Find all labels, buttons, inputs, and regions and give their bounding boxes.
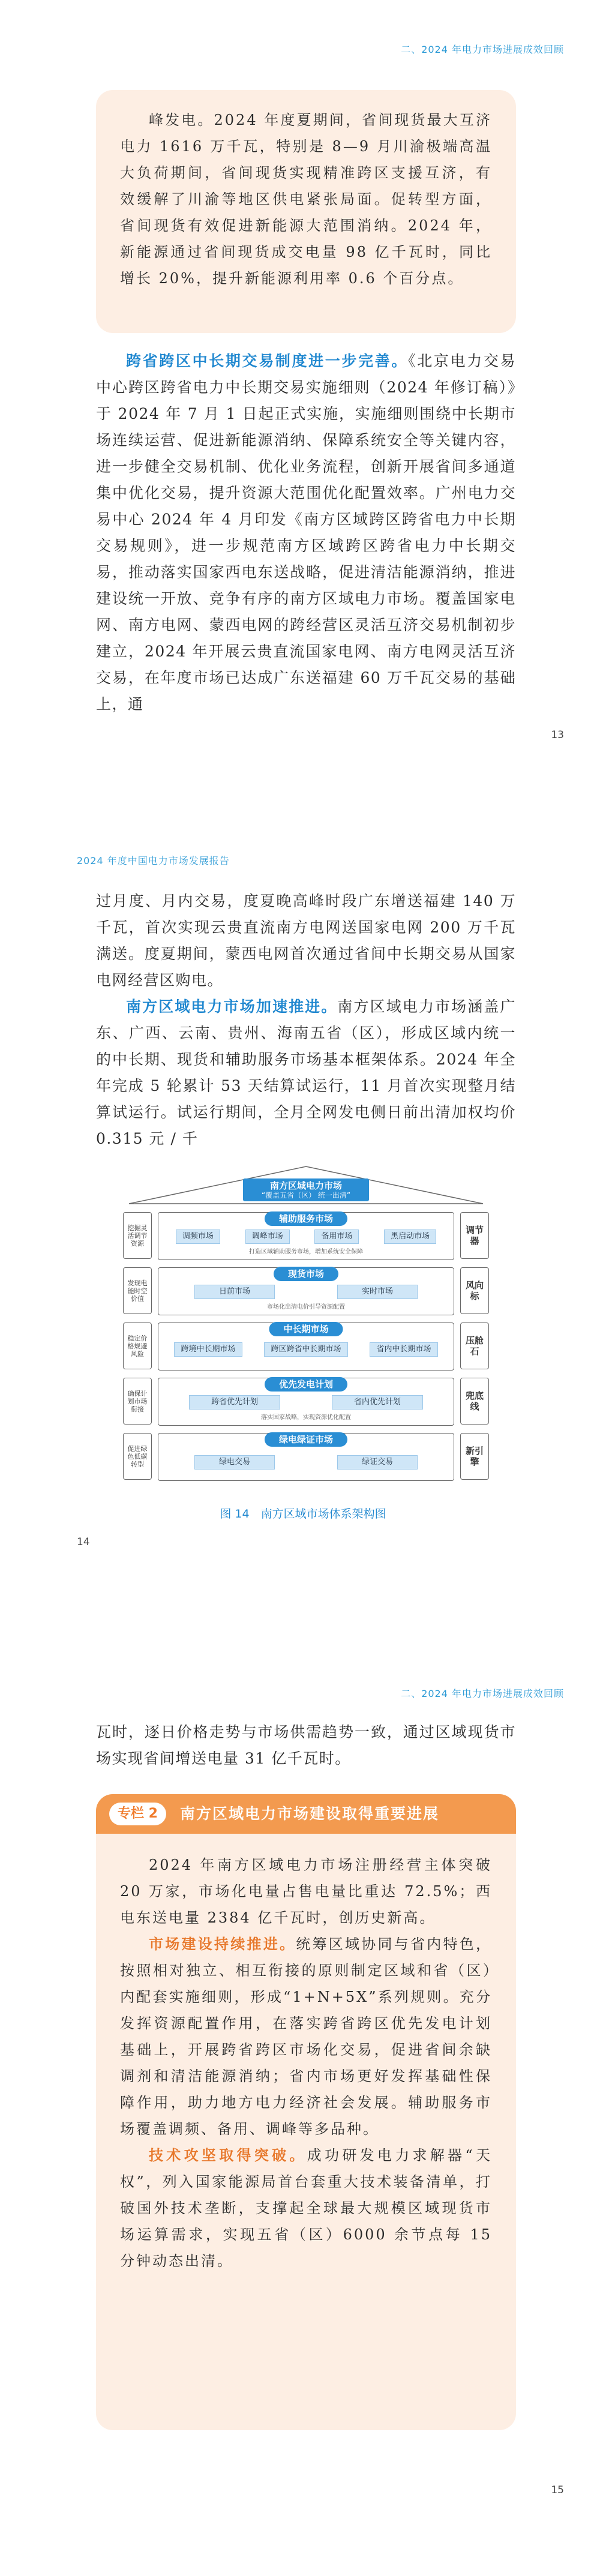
- row-right-label: 压舱石: [460, 1323, 489, 1369]
- box-paragraph: [120, 1931, 492, 2142]
- row-title: 优先发电计划: [265, 1377, 347, 1392]
- market-chip: 绿电交易: [194, 1455, 275, 1470]
- paragraph-heading: 市场建设持续推进。: [149, 1935, 296, 1953]
- market-chip: 跨境中长期市场: [174, 1342, 242, 1357]
- row-left-label: 挖掘灵活调节资源: [123, 1212, 152, 1259]
- body-text: [96, 348, 516, 718]
- body-text: [96, 888, 516, 1152]
- row-title: 绿电绿证市场: [265, 1432, 347, 1447]
- market-chip: 调峰市场: [245, 1229, 290, 1244]
- running-header: 二、2024 年电力市场进展成效回顾: [401, 44, 564, 55]
- row-note: 落实国家战略，实现资源优化配置: [261, 1414, 351, 1421]
- box-header: [96, 1794, 516, 1834]
- market-chip: 实时市场: [337, 1285, 418, 1299]
- running-header: 2024 年度中国电力市场发展报告: [77, 855, 230, 866]
- row-title: 中长期市场: [269, 1322, 343, 1336]
- box-paragraph: 峰发电。2024 年度夏期间，省间现货最大互济电力 1616 万千瓦，特别是 8—9 月川渝极端高温大负荷期间，省间现货实现精准跨区支援互济，有效缓解了川渝等地区供电紧张局面。促转型方面，省间现货有效促进新能源大范围消纳。2024 年，新能源通过省间现货成交电量 98 亿千瓦时，同比增长 20%，提升新能源利用率 0.6 个百分点。: [120, 112, 492, 287]
- roof-subtitle: “覆盖五省（区） 统一出清”: [261, 1191, 351, 1199]
- market-chip: 调频市场: [176, 1229, 220, 1244]
- market-chip: 跨省优先计划: [189, 1395, 280, 1410]
- row-body: [158, 1267, 454, 1315]
- row-note: 市场化出清电价引导资源配置: [267, 1304, 345, 1311]
- box-tag: 专栏 2: [109, 1803, 166, 1825]
- body-paragraph: 过月度、月内交易，度夏晚高峰时段广东增送福建 140 万千瓦，首次实现云贵直流南方电网送国家电网 200 万千瓦满送。度夏期间，蒙西电网首次通过省间中长期交易从国家电网经营区购电。: [96, 892, 516, 989]
- row-left-label: 稳定价格规避风险: [123, 1323, 152, 1369]
- page-number: 14: [77, 1536, 90, 1548]
- diagram-row-medium-long: [123, 1323, 489, 1369]
- row-right-label: 调节器: [460, 1212, 489, 1259]
- row-body: [158, 1378, 454, 1426]
- diagram-row-green: [123, 1433, 489, 1480]
- row-body: [158, 1212, 454, 1260]
- row-body: [158, 1433, 454, 1481]
- paragraph-heading: 跨省跨区中长期交易制度进一步完善。: [126, 352, 409, 370]
- body-paragraph: [96, 348, 516, 718]
- row-left-label: 发现电能时空价值: [123, 1267, 152, 1314]
- running-header: 二、2024 年电力市场进展成效回顾: [401, 1688, 564, 1699]
- row-left-label: 确保计划市场衔接: [123, 1378, 152, 1425]
- box-paragraph: [120, 2142, 492, 2274]
- market-chip: 绿证交易: [337, 1455, 418, 1470]
- page-number: 13: [551, 729, 564, 741]
- diagram-row-spot: [123, 1267, 489, 1314]
- paragraph-body: 《北京电力交易中心跨区跨省电力中长期交易实施细则（2024 年修订稿）》于 2024 年 7 月 1 日起正式实施，实施细则围绕中长期市场连续运营、促进新能源消纳、保障系统安全等关键内容，进一步健全交易机制、优化业务流程，创新开展省间多通道集中优化交易，提升资源大范围优化配置效率。广州电力交易中心 2024 年 4 月印发《南方区域跨区跨省电力中长期交易规则》，进一步规范南方区域跨区跨省电力中长期交易，推动落实国家西电东送战略，促进清洁能源消纳，推进建设统一开放、竞争有序的南方区域电力市场。覆盖国家电网、南方电网、蒙西电网的跨经营区灵活互济交易机制初步建立，2024 年开展云贵直流国家电网、南方电网灵活互济交易，在年度市场已达成广东送福建 60 万千瓦交易的基础上，通: [96, 352, 516, 713]
- body-paragraph: [96, 994, 516, 1152]
- market-chip: 日前市场: [194, 1285, 275, 1299]
- row-body: [158, 1323, 454, 1371]
- page-number: 15: [551, 2484, 564, 2496]
- row-right-label: 风向标: [460, 1267, 489, 1314]
- paragraph-heading: 南方区域电力市场加速推进。: [126, 998, 338, 1015]
- box-content: [120, 1852, 492, 2274]
- roof-title: 南方区域电力市场: [269, 1180, 342, 1191]
- market-architecture-diagram: [123, 1164, 489, 1494]
- row-title: 辅助服务市场: [265, 1211, 347, 1226]
- paragraph-heading: 技术攻坚取得突破。: [149, 2146, 307, 2164]
- diagram-row-ancillary: [123, 1212, 489, 1259]
- row-note: 打造区域辅助服务市场，增加系统安全保障: [249, 1249, 363, 1255]
- page-13: [0, 0, 606, 810]
- diagram-row-priority-plan: [123, 1378, 489, 1425]
- row-left-label: 促进绿色低碳转型: [123, 1433, 152, 1480]
- row-right-label: 兜底线: [460, 1378, 489, 1425]
- market-chip: 黑启动市场: [384, 1229, 436, 1244]
- page-15: [0, 1644, 606, 2576]
- market-chip: 跨区跨省中长期市场: [264, 1342, 347, 1357]
- body-paragraph: 瓦时，逐日价格走势与市场供需趋势一致，通过区域现货市场实现省间增送电量 31 亿千瓦时。: [96, 1723, 516, 1767]
- row-right-label: 新引擎: [460, 1433, 489, 1480]
- box-content: [120, 107, 492, 292]
- box-paragraph: 2024 年南方区域电力市场注册经营主体突破 20 万家，市场化电量占售电量比重达 72.5%；西电东送电量 2384 亿千瓦时，创历史新高。: [120, 1857, 492, 1926]
- box-title: 南方区域电力市场建设取得重要进展: [180, 1805, 440, 1822]
- market-chip: 省内中长期市场: [370, 1342, 437, 1357]
- market-chip: 省内优先计划: [332, 1395, 423, 1410]
- paragraph-body: 统筹区域协同与省内特色，按照相对独立、相互衔接的原则制定区域和省（区）内配套实施细则，形成“1+N+5X”系列规则。充分发挥资源配置作用，在落实跨省跨区优先发电计划基础上，开展跨省跨区市场化交易，促进省间余缺调剂和清洁能源消纳；省内市场更好发挥基础性保障作用，助力地方电力经济社会发展。辅助服务市场覆盖调频、备用、调峰等多品种。: [120, 1936, 492, 2137]
- row-title: 现货市场: [274, 1267, 338, 1281]
- paragraph-body: 成功研发电力求解器“天权”，列入国家能源局首台套重大技术装备清单，打破国外技术垄断，支撑起全球最大规模区域现货市场运算需求，实现五省（区）6000 余节点每 15 分钟动态出清。: [120, 2147, 492, 2269]
- figure-caption: 图 14 南方区域市场体系架构图: [220, 1507, 386, 1521]
- feature-box: [96, 1794, 516, 2430]
- market-chip: 备用市场: [314, 1229, 359, 1244]
- highlight-box: [96, 90, 516, 333]
- body-text: [96, 1719, 516, 1772]
- paragraph-body: 南方区域电力市场涵盖广东、广西、云南、贵州、海南五省（区），形成区域内统一的中长期、现货和辅助服务市场基本框架体系。2024 年全年完成 5 轮累计 53 天结算试运行，11 月首次实现整月结算试运行。试运行期间，全月全网发电侧日前出清加权均价 0.315 元 / 千: [96, 998, 516, 1147]
